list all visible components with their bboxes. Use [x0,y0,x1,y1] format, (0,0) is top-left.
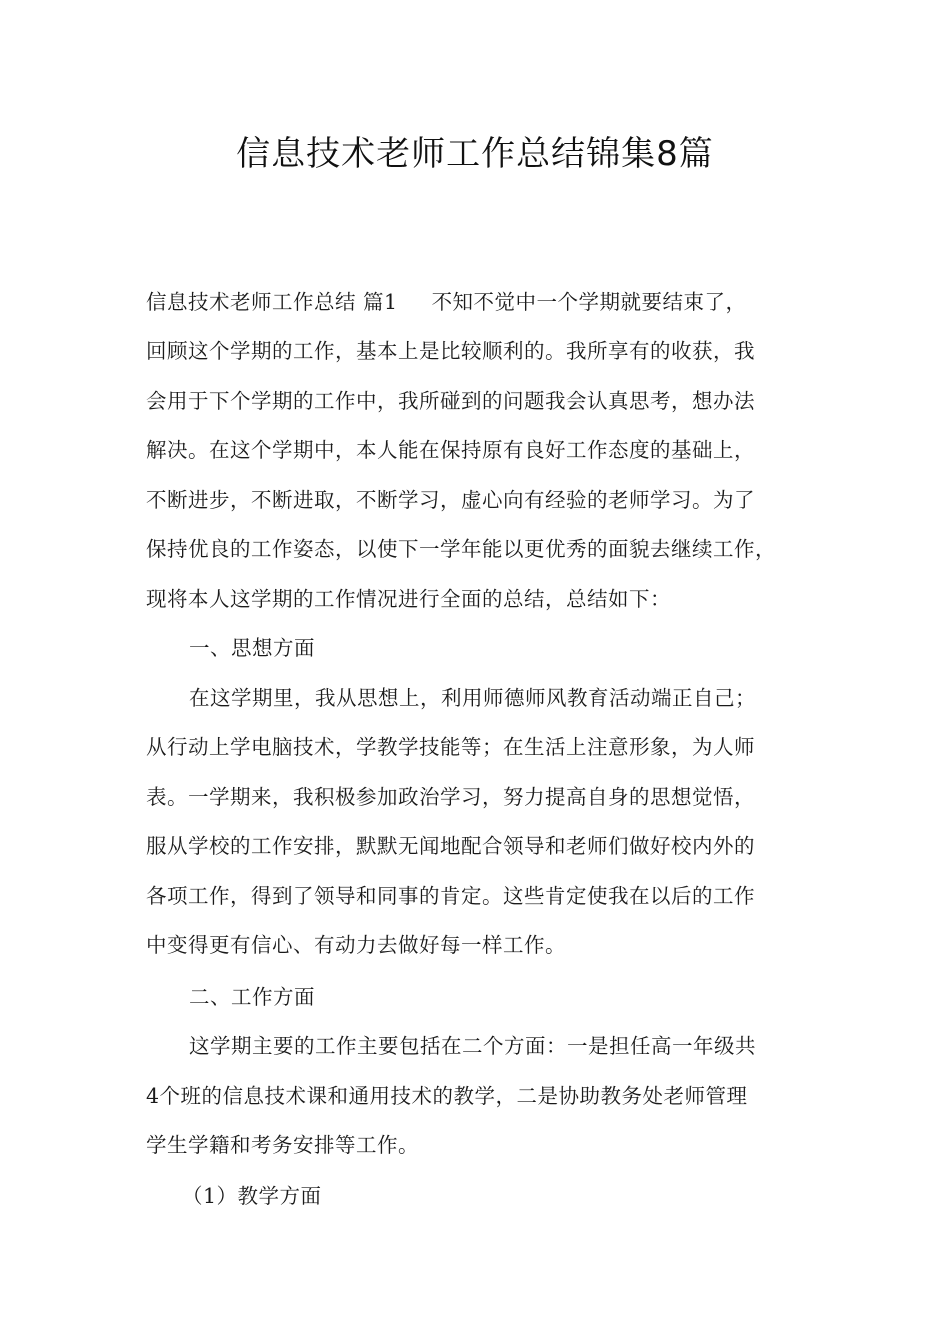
paragraph-line: 从行动上学电脑技术，学教学技能等；在生活上注意形象，为人师 [146,735,755,759]
section-heading: 一、思想方面 [189,636,315,660]
paragraph-line: 不断进步，不断进取，不断学习，虚心向有经验的老师学习。为了 [146,488,755,512]
paragraph-line: 会用于下个学期的工作中，我所碰到的问题我会认真思考，想办法 [146,389,755,413]
paragraph-line: 保持优良的工作姿态，以使下一学年能以更优秀的面貌去继续工作， [146,537,776,561]
paragraph-line: 在这学期里，我从思想上，利用师德师风教育活动端正自己； [189,686,756,710]
paragraph-line: 学生学籍和考务安排等工作。 [146,1133,419,1157]
paragraph-line: 解决。在这个学期中，本人能在保持原有良好工作态度的基础上， [146,438,755,462]
section-heading: 二、工作方面 [189,985,315,1009]
section-heading: 信息技术老师工作总结 篇1 [146,290,398,314]
paragraph-line: 4个班的信息技术课和通用技术的教学，二是协助教务处老师管理 [146,1084,748,1108]
document-title: 信息技术老师工作总结锦集8篇 [236,134,714,174]
paragraph-line: 各项工作，得到了领导和同事的肯定。这些肯定使我在以后的工作 [146,884,755,908]
paragraph-line: 这学期主要的工作主要包括在二个方面：一是担任高一年级共 [189,1034,756,1058]
paragraph-line: 服从学校的工作安排，默默无闻地配合领导和老师们做好校内外的 [146,834,755,858]
paragraph-line: 信息技术老师工作总结 篇1 不知不觉中一个学期就要结束了， [146,290,747,314]
paragraph-line: 表。一学期来，我积极参加政治学习，努力提高自身的思想觉悟， [146,785,755,809]
paragraph-line: 中变得更有信心、有动力去做好每一样工作。 [146,933,566,957]
paragraph-line: 现将本人这学期的工作情况进行全面的总结，总结如下： [146,587,671,611]
paragraph-line: 回顾这个学期的工作，基本上是比较顺利的。我所享有的收获，我 [146,339,755,363]
subsection-heading: （1）教学方面 [182,1184,322,1208]
